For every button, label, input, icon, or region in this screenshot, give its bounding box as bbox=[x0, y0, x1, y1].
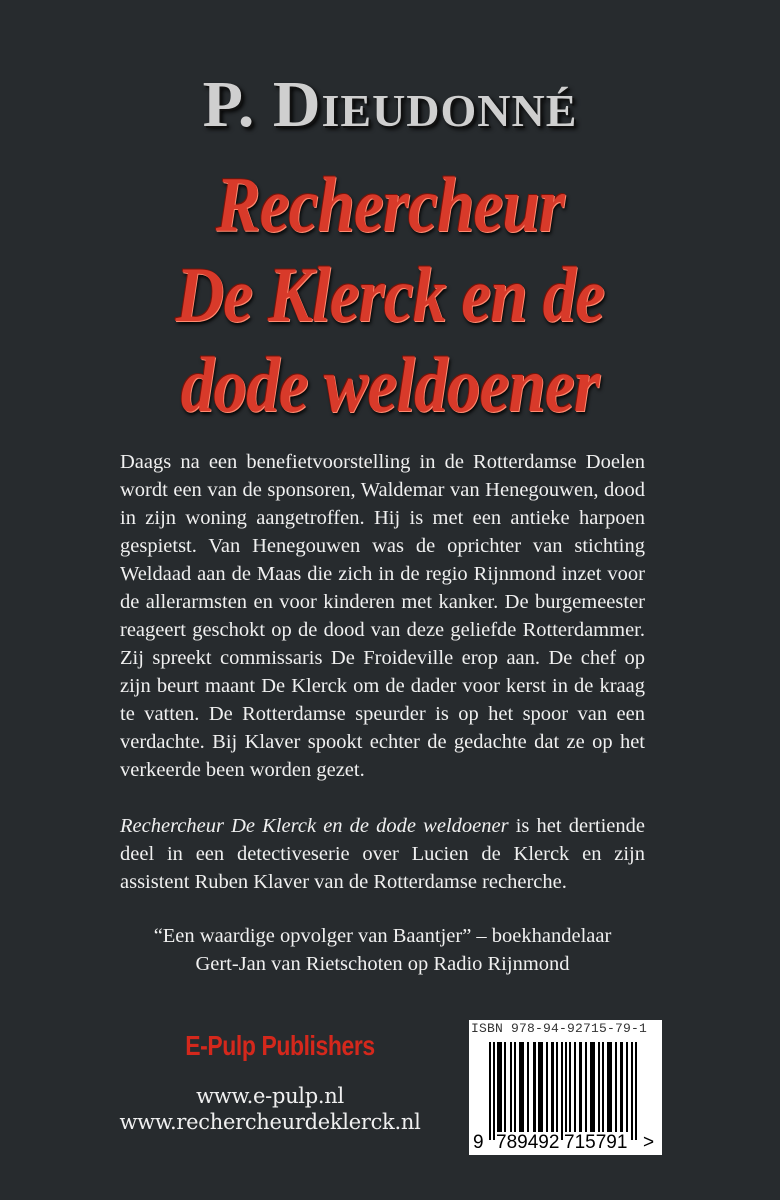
title-line-2: De Klerck en de bbox=[175, 251, 605, 338]
barcode-group-1: 789492 bbox=[496, 1132, 560, 1153]
publisher-name: E-Pulp Publishers bbox=[185, 1030, 375, 1061]
title-line-1: Rechercheur bbox=[215, 161, 565, 248]
barcode-bars-icon bbox=[489, 1042, 639, 1140]
publisher-url[interactable]: www.e-pulp.nl bbox=[196, 1084, 344, 1108]
quiet-zone-marker: > bbox=[643, 1132, 655, 1153]
blurb-paragraph-2 bbox=[120, 812, 645, 896]
series-description: is het dertiende deel in een detectiveserie over Lucien de Klerck en zijn assistent Ruben Klaver van de Rotterdamse recherche. bbox=[120, 815, 646, 893]
barcode-lead-digit: 9 bbox=[473, 1132, 484, 1153]
isbn-label: ISBN 978-94-92715-79-1 bbox=[471, 1021, 648, 1036]
author-name: P. Dieudonné bbox=[202, 68, 578, 141]
blurb bbox=[120, 448, 645, 978]
book-title bbox=[55, 160, 726, 430]
blurb-paragraph-1: Daags na een benefietvoorstelling in de Rotterdamse Doelen wordt een van de sponsoren, Waldemar van Henegouwen, dood in zijn woning aangetroffen. Hij is met een antieke harpoen gespietst. Van Henegouwen was de oprichter van stichting Weldaad aan de Maas die zich in de regio Rijnmond inzet voor de allerarmsten en voor kinderen met kanker. De burgemeester reageert geschokt op de dood van deze geliefde Rotterdammer. Zij spreekt commissaris De Froideville erop aan. De chef op zijn beurt maant De Klerck om de dader voor kerst in de kraag te vatten. De Rotterdamse speurder is op het spoor van een verdachte. Bij Klaver spookt echter de gedachte dat ze op het verkeerde been worden gezet. bbox=[120, 451, 645, 781]
isbn-barcode bbox=[469, 1020, 662, 1155]
title-line-3: dode weldoener bbox=[180, 341, 600, 428]
review-quote bbox=[120, 922, 645, 978]
quote-line-1: “Een waardige opvolger van Baantjer” – boekhandelaar bbox=[153, 925, 612, 947]
series-title-italic: Rechercheur De Klerck en de dode weldoener bbox=[120, 815, 509, 837]
series-url[interactable]: www.rechercheurdeklerck.nl bbox=[119, 1110, 421, 1134]
quote-line-2: Gert-Jan van Rietschoten op Radio Rijnmond bbox=[195, 953, 570, 975]
barcode-digits bbox=[473, 1132, 659, 1154]
barcode-group-2: 715791 bbox=[564, 1132, 628, 1153]
